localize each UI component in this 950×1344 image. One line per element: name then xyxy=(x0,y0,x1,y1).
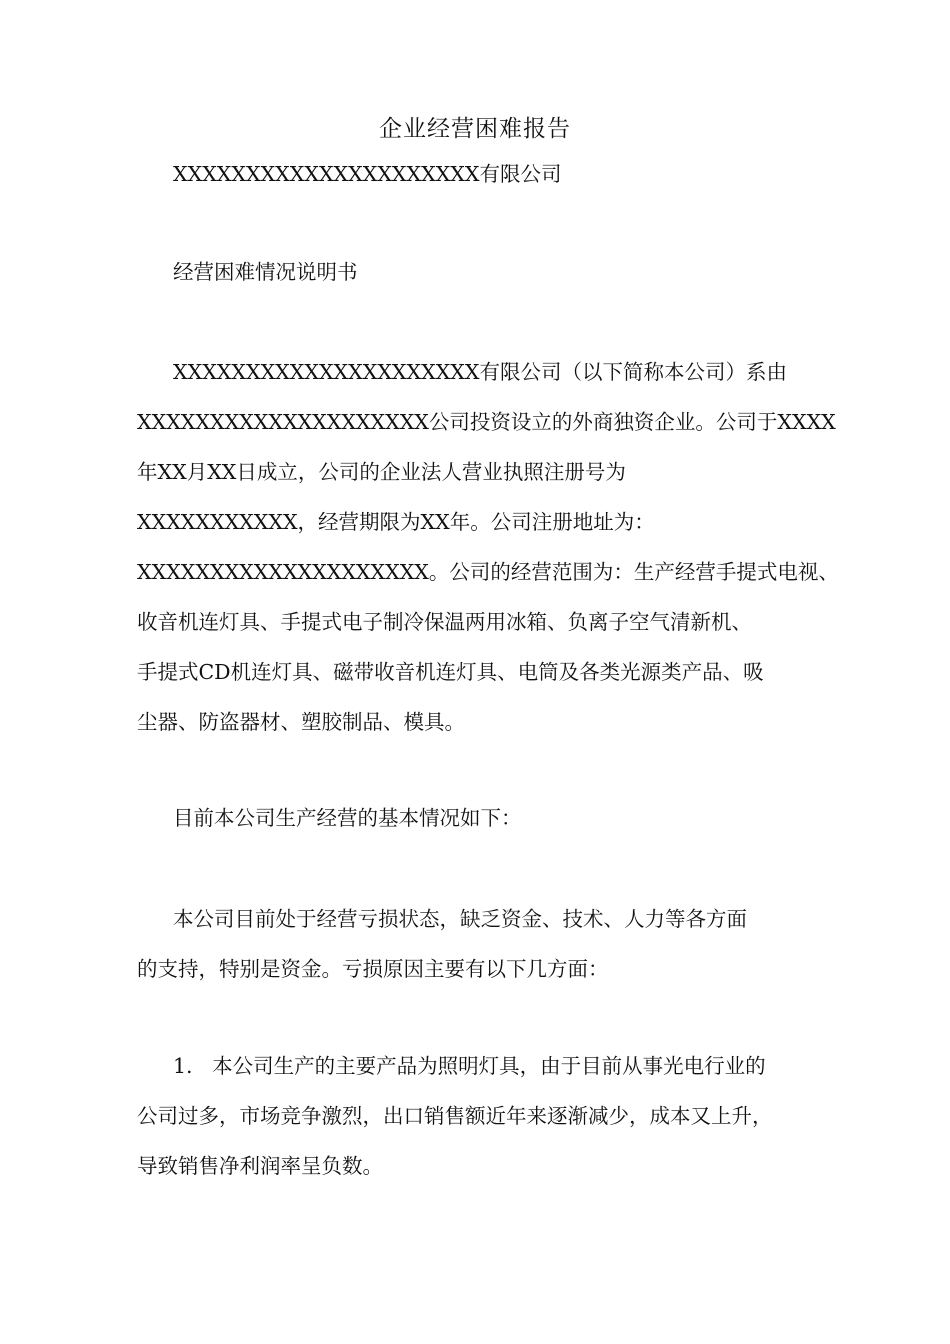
company-name: XXXXXXXXXXXXXXXXXXXXX有限公司 xyxy=(173,162,562,186)
reason-1-line: 导致销售净利润率呈负数。 xyxy=(137,1154,383,1178)
intro-line: 收音机连灯具、手提式电子制冷保温两用冰箱、负离子空气清新机、 xyxy=(137,610,752,634)
intro-line: XXXXXXXXXXX，经营期限为XX年。公司注册地址为： xyxy=(137,510,655,534)
loss-paragraph xyxy=(137,894,827,994)
reason-1-line: 公司过多，市场竞争激烈，出口销售额近年来逐渐减少，成本又上升， xyxy=(137,1104,773,1128)
situation-heading: 目前本公司生产经营的基本情况如下： xyxy=(173,806,522,830)
intro-line: 年XX月XX日成立，公司的企业法人营业执照注册号为 xyxy=(137,460,626,484)
intro-line: 尘器、防盗器材、塑胶制品、模具。 xyxy=(137,710,465,734)
intro-line: XXXXXXXXXXXXXXXXXXXX。公司的经营范围为：生产经营手提式电视、 xyxy=(137,560,839,584)
loss-line: 本公司目前处于经营亏损状态，缺乏资金、技术、人力等各方面 xyxy=(173,907,747,931)
intro-line: 手提式CD机连灯具、磁带收音机连灯具、电筒及各类光源类产品、吸 xyxy=(137,660,764,684)
intro-line: XXXXXXXXXXXXXXXXXXXXX有限公司（以下简称本公司）系由 xyxy=(173,360,787,384)
document-title: 企业经营困难报告 xyxy=(379,116,571,142)
intro-paragraph xyxy=(137,347,839,747)
reason-1-line: 1. 本公司生产的主要产品为照明灯具，由于目前从事光电行业的 xyxy=(173,1054,766,1078)
loss-line: 的支持，特别是资金。亏损原因主要有以下几方面： xyxy=(137,957,609,981)
document-subtitle: 经营困难情况说明书 xyxy=(173,260,358,284)
intro-line: XXXXXXXXXXXXXXXXXXXX公司投资设立的外商独资企业。公司于XXXX xyxy=(137,410,836,434)
reason-1-paragraph xyxy=(137,1041,827,1191)
